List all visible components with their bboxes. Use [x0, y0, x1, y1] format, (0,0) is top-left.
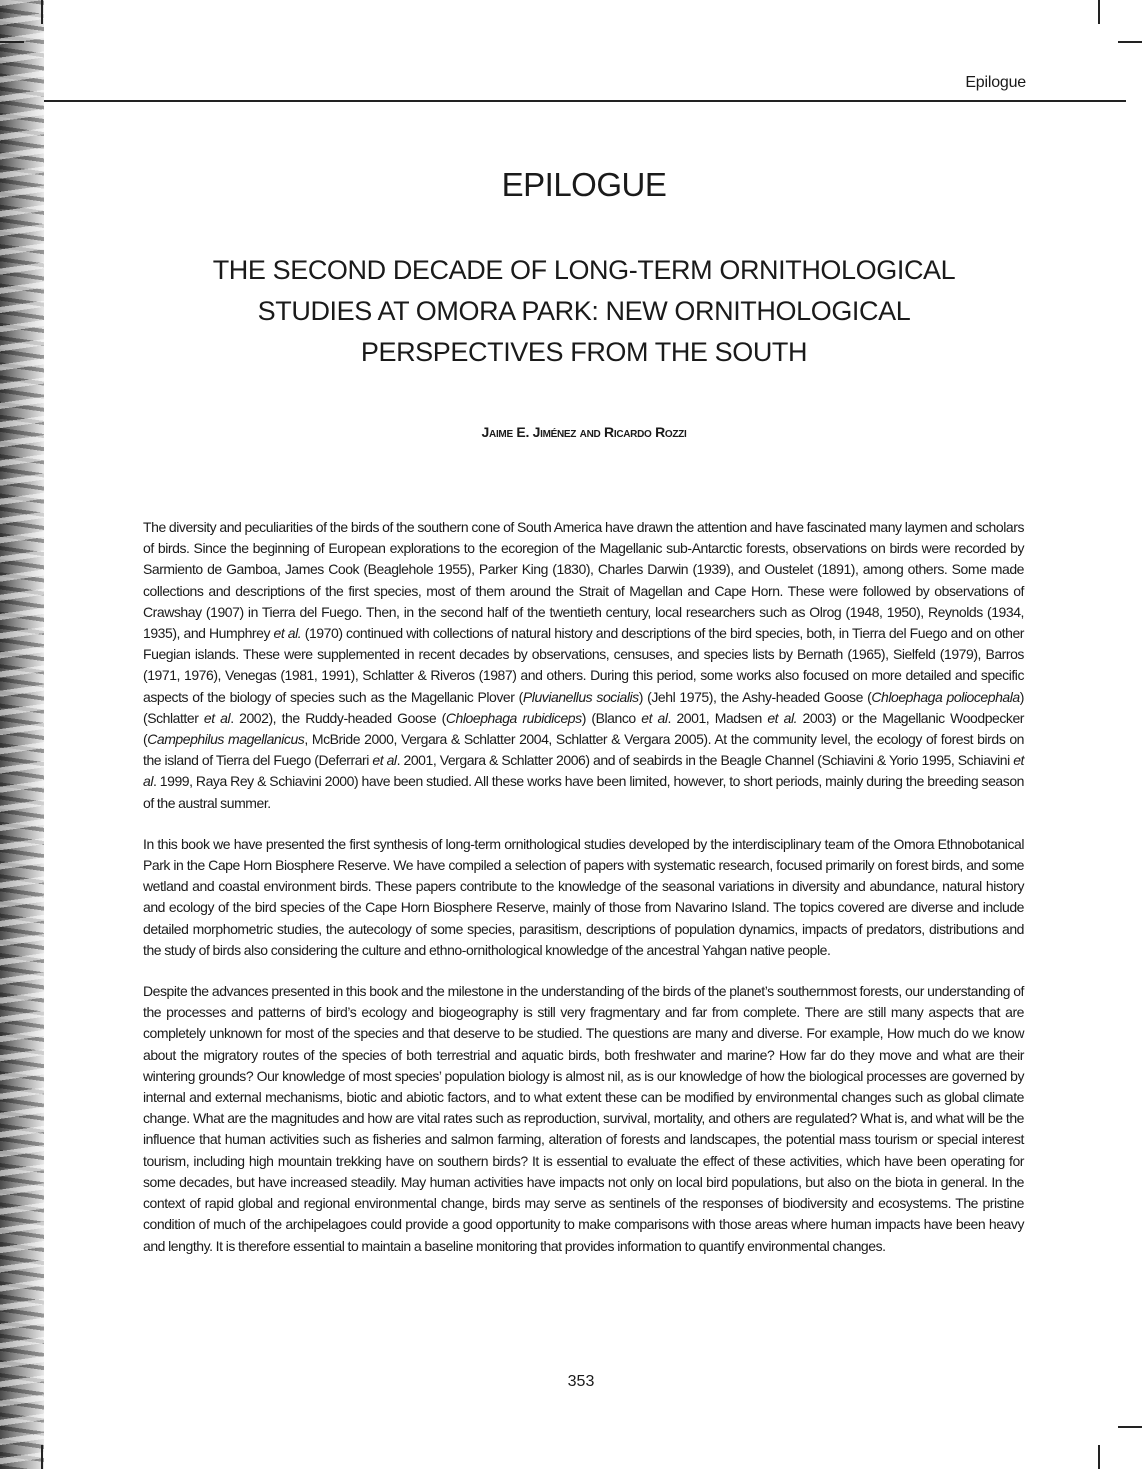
text-run: 2003) or the Magellanic Woodpecker ( [143, 709, 1025, 748]
italic-run: Chloephaga poliocephala [871, 688, 1020, 705]
italic-run: et al [143, 752, 1024, 790]
text-run: . 1999, Raya Rey & Schiavini 2000) have been studied. All these works have been limited, however, to short periods, mainly during the breeding season of the austral summer. [143, 773, 1024, 811]
italic-run: et al. [273, 625, 302, 642]
crop-mark-bottom-left-vertical [41, 1445, 43, 1469]
body-text [143, 517, 1024, 1277]
running-head: Epilogue [965, 74, 1026, 91]
italic-run: et al. [767, 709, 798, 726]
crop-mark-bottom-right-vertical [1098, 1445, 1100, 1469]
text-run: . 2001, Vergara & Schlatter 2006) and of seabirds in the Beagle Channel (Schiavini & Yorio 1995, Schiavini [396, 752, 1014, 769]
text-run: ) (Jehl 1975), the Ashy-headed Goose ( [638, 688, 872, 705]
text-run: ) (Schlatter [143, 688, 1024, 726]
paragraph-2 [143, 834, 1024, 961]
page-number: 353 [567, 1373, 595, 1390]
header-rule [44, 100, 1126, 102]
chapter-label: EPILOGUE [501, 166, 667, 203]
text-run: The diversity and peculiarities of the birds of the southern cone of South America have drawn the attention and have fascinated many laymen and scholars of birds. Since the beginning of European explorations to the ecoregion of the Magellanic sub-Antarctic forests, observations on birds were recorded by Sarmiento de Gamboa, James Cook (Beaglehole 1955), Parker King (1830), Charles Darwin (1939), and Oustelet (1891), among others. Some made collections and descriptions of the first species, most of them around the Strait of Magellan and Cape Horn. These were followed by observations of Crawshay (1907) in Tierra del Fuego. Then, in the second half of the twentieth century, local researchers such as Olrog (1948, 1950), Reynolds (1934, 1935), and Humphrey [143, 519, 1024, 642]
italic-run: Chloephaga rubidiceps [445, 709, 582, 726]
text-run: . 2002), the Ruddy-headed Goose ( [230, 709, 446, 726]
authors-line: Jaime E. Jiménez and Ricardo Rozzi [481, 424, 687, 440]
chapter-title-line-3: PERSPECTIVES FROM THE SOUTH [360, 337, 808, 367]
text-run: Despite the advances presented in this book and the milestone in the understanding of the birds of the planet’s southernmost forests, our understanding of the processes and patterns of bird’s ecology and biogeography is still very fragmentary and far from complete. There are still many aspects that are completely unknown for most of the species and that deserve to be studied. The questions are many and diverse. For example, How much do we know about the migratory routes of the species of both terrestrial and aquatic birds, both freshwater and marine? How far do they move and what are their wintering grounds? Our knowledge of most species’ population biology is almost nil, as is our knowledge of how the biological processes are governed by internal and external mechanisms, biotic and abiotic factors, and to what extent these can be modified by environmental changes such as global climate change. What are the magnitudes and how are vital rates such as reproduction, survival, mortality, and others are regulated? What is, and what will be the influence that human activities such as fisheries and salmon farming, alteration of forests and landscapes, the potential mass tourism or special interest tourism, including high mountain trekking have on southern birds? It is essential to evaluate the effect of these activities, which have been operating for some decades, but have increased steadily. May human activities have impacts not only on local bird populations, but also on the biota in general. In the context of rapid global and regional environmental change, birds may serve as sentinels of the responses of biodiversity and ecosystems. The pristine condition of much of the archipelagoes could provide a good opportunity to make comparisons with those areas where human impacts have been heavy and lengthy. It is therefore essential to maintain a baseline monitoring that provides information to quantify environmental changes. [143, 983, 1024, 1254]
paragraph-3 [143, 981, 1024, 1257]
crop-mark-top-right-vertical [1098, 0, 1100, 24]
text-run: In this book we have presented the first synthesis of long-term ornithological studies developed by the interdisciplinary team of the Omora Ethnobotanical Park in the Cape Horn Biosphere Reserve. We have compiled a selection of papers with systematic research, focused primarily on forest birds, and some wetland and coastal environment birds. These papers contribute to the knowledge of the seasonal variations in diversity and abundance, natural history and ecology of the bird species of the Cape Horn Biosphere Reserve, mainly of those from Navarino Island. The topics covered are diverse and include detailed morphometric studies, the autecology of some species, parasitism, descriptions of population dynamics, impacts of predators, distributions and the study of birds also considering the culture and ethno-ornithological knowledge of the ancestral Yahgan native people. [143, 835, 1024, 958]
chapter-title [0, 250, 1142, 373]
italic-run: Campephilus magellanicus [147, 731, 305, 748]
crop-mark-top-left-vertical [41, 0, 43, 24]
text-run: . 2001, Madsen [667, 709, 768, 726]
text-run: , McBride 2000, Vergara & Schlatter 2004, Schlatter & Vergara 2005). At the community level, the ecology of forest birds on the island of Tierra del Fuego (Deferrari [143, 731, 1024, 769]
italic-run: et al [203, 709, 231, 726]
text-run: (1970) continued with collections of natural history and descriptions of the bird species, both, in Tierra del Fuego and on other Fuegian islands. These were supplemented in recent decades by observations, censuses, and species lists by Bernath (1965), Sielfeld (1979), Barros (1971, 1976), Venegas (1981, 1991), Schlatter & Riveros (1987) and others. During this period, some works also focused on more detailed and specific aspects of the biology of species such as the Magellanic Plover ( [143, 625, 1024, 705]
italic-run: et al [372, 752, 397, 769]
crop-mark-top-left-horizontal [0, 41, 24, 43]
italic-run: et al [641, 709, 668, 726]
paragraph-1 [143, 517, 1024, 814]
page-edge-texture [0, 0, 44, 1469]
crop-mark-bottom-right-horizontal [1118, 1426, 1142, 1428]
italic-run: Pluvianellus socialis [522, 688, 639, 705]
crop-mark-top-right-horizontal [1118, 41, 1142, 43]
text-run: ) (Blanco [581, 709, 642, 726]
chapter-title-line-1: THE SECOND DECADE OF LONG-TERM ORNITHOLOGICAL [212, 255, 956, 285]
chapter-title-line-2: STUDIES AT OMORA PARK: NEW ORNITHOLOGICAL [257, 296, 911, 326]
